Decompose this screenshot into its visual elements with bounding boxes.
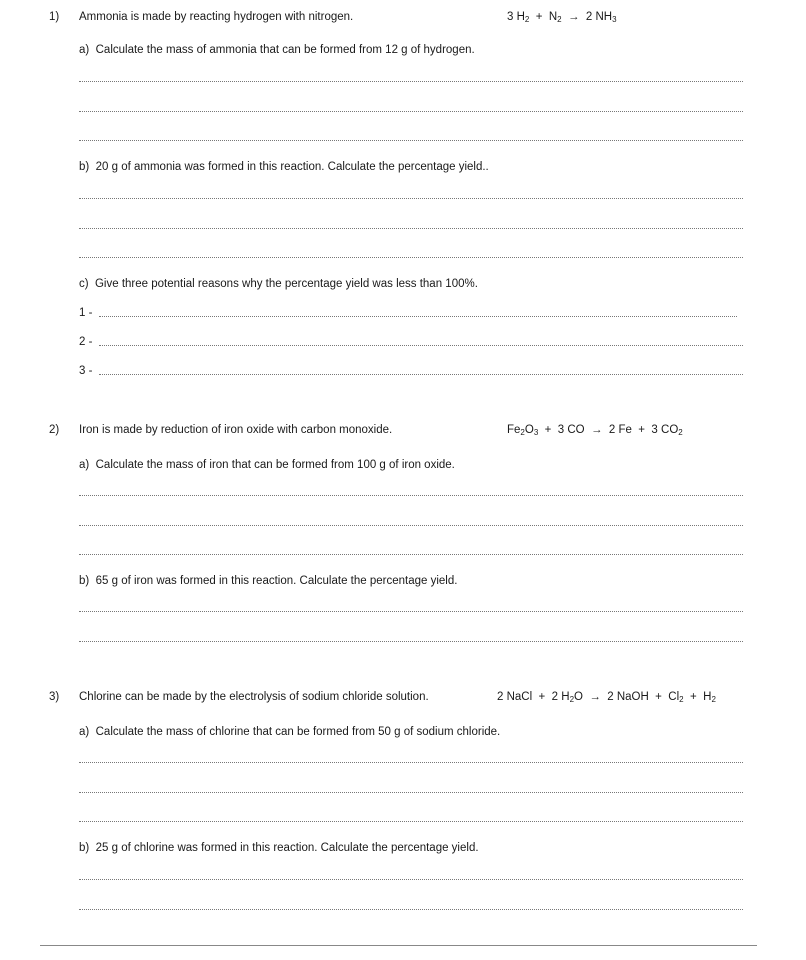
answer-line[interactable] [79, 525, 743, 526]
reason-line[interactable] [99, 374, 743, 375]
reason-label: 3 - [79, 365, 93, 377]
part-text: 65 g of iron was formed in this reaction. Calculate the percentage yield. [95, 575, 458, 587]
product-term: $Cl_2$ [668, 691, 684, 704]
plus-sign: + [532, 691, 552, 703]
question-1c-prompt [79, 277, 478, 291]
answer-line[interactable] [79, 641, 743, 642]
answer-line[interactable] [79, 879, 743, 880]
reactant-term: 3 $H_2$ [507, 11, 530, 24]
reason-label: 1 - [79, 307, 93, 319]
part-text: Calculate the mass of chlorine that can be formed from 50 g of sodium chloride. [95, 726, 501, 738]
question-2b-prompt [79, 574, 457, 588]
answer-line[interactable] [79, 81, 743, 82]
reactant-term: 2 $H_2O$ [551, 691, 583, 704]
question-3-text: Chlorine can be made by the electrolysis of sodium chloride solution. [79, 691, 429, 703]
product-term: 3 $CO_2$ [651, 424, 683, 437]
question-1a-prompt [79, 43, 475, 57]
part-label: b) [79, 161, 90, 173]
question-3b-prompt [79, 841, 479, 855]
reason-line[interactable] [99, 316, 737, 317]
plus-sign: + [529, 11, 549, 23]
product-term: 2 $NH_3$ [585, 11, 617, 24]
question-1b-prompt [79, 160, 489, 174]
question-1-text: Ammonia is made by reacting hydrogen with nitrogen. [79, 11, 354, 23]
product-term: 2 Fe [608, 424, 632, 436]
product-term: $H_2$ [703, 691, 716, 704]
reaction-arrow: → [582, 691, 608, 703]
reason-line[interactable] [99, 345, 743, 346]
part-label: a) [79, 44, 90, 56]
question-3a-prompt [79, 725, 500, 739]
reactant-term: 2 NaCl [497, 691, 533, 703]
part-label: c) [79, 278, 89, 290]
question-3-equation [497, 690, 716, 704]
answer-line[interactable] [79, 762, 743, 763]
reactant-term: $N_2$ [548, 11, 562, 24]
part-text: Give three potential reasons why the percentage yield was less than 100%. [94, 278, 478, 290]
plus-sign: + [631, 424, 652, 436]
question-2-number: 2) [49, 424, 60, 436]
answer-line[interactable] [79, 554, 743, 555]
answer-line[interactable] [79, 228, 743, 229]
part-label: a) [79, 459, 90, 471]
answer-line[interactable] [79, 257, 743, 258]
answer-line[interactable] [79, 198, 743, 199]
answer-line[interactable] [79, 111, 743, 112]
question-3-number: 3) [49, 691, 60, 703]
question-2a-prompt [79, 458, 455, 472]
reason-label: 2 - [79, 336, 93, 348]
answer-line[interactable] [79, 821, 743, 822]
answer-line[interactable] [79, 140, 743, 141]
part-label: b) [79, 842, 90, 854]
question-1-number: 1) [49, 11, 60, 23]
answer-line[interactable] [79, 792, 743, 793]
part-text: Calculate the mass of iron that can be formed from 100 g of iron oxide. [95, 459, 455, 471]
bottom-rule [40, 945, 757, 946]
question-1-equation [507, 10, 617, 24]
reactant-term: $Fe_2O_3$ [507, 424, 539, 437]
answer-line[interactable] [79, 495, 743, 496]
answer-line[interactable] [79, 611, 743, 612]
plus-sign: + [648, 691, 669, 703]
reactant-term: 3 CO [557, 424, 585, 436]
reaction-arrow: → [584, 424, 609, 436]
part-label: a) [79, 726, 90, 738]
part-text: 25 g of chlorine was formed in this reaction. Calculate the percentage yield. [95, 842, 479, 854]
question-2-text: Iron is made by reduction of iron oxide with carbon monoxide. [79, 424, 393, 436]
part-text: 20 g of ammonia was formed in this reaction. Calculate the percentage yield.. [95, 161, 489, 173]
part-text: Calculate the mass of ammonia that can be formed from 12 g of hydrogen. [95, 44, 475, 56]
product-term: 2 NaOH [607, 691, 649, 703]
plus-sign: + [538, 424, 558, 436]
part-label: b) [79, 575, 90, 587]
plus-sign: + [683, 691, 704, 703]
answer-line[interactable] [79, 909, 743, 910]
question-2-equation [507, 423, 683, 437]
reaction-arrow: → [561, 11, 586, 23]
